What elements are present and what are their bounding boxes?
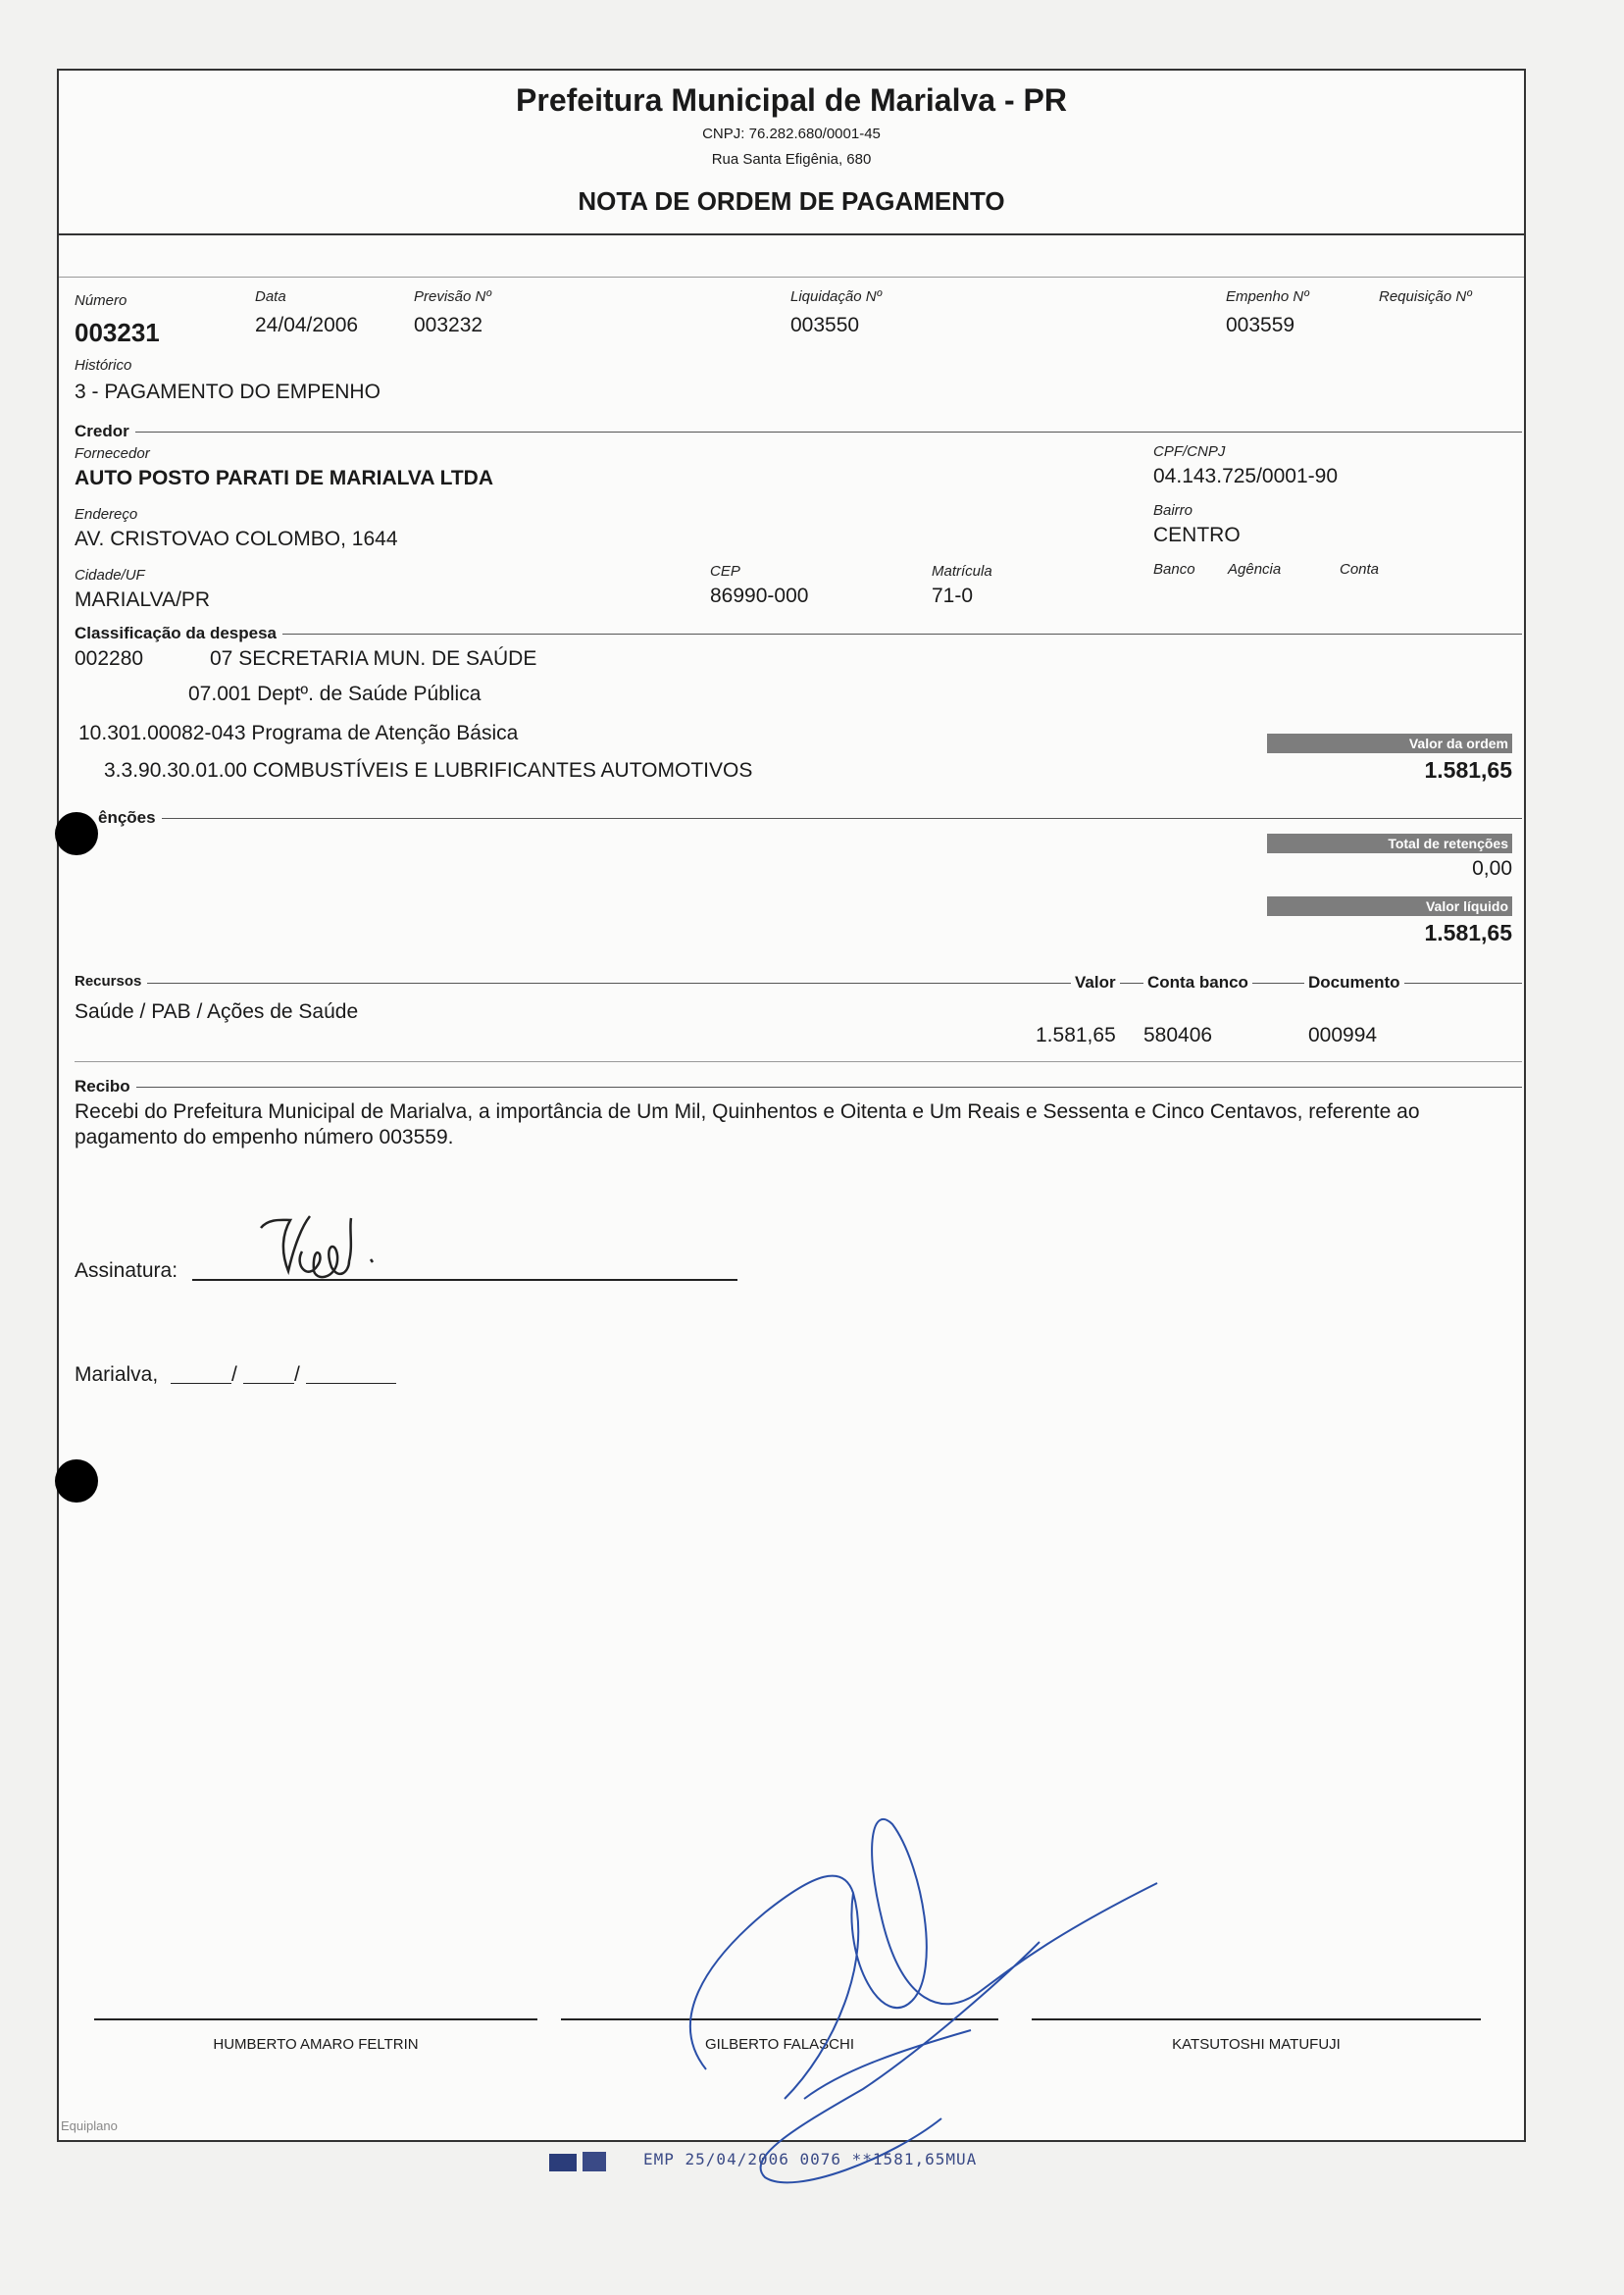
recibo-section: Recibo bbox=[75, 1077, 136, 1096]
payment-stamp: EMP 25/04/2006 0076 **1581,65MUA bbox=[643, 2150, 978, 2168]
recursos-section: Recursos bbox=[75, 973, 147, 990]
stamp-mark bbox=[549, 2154, 577, 2171]
date-day-line bbox=[171, 1383, 231, 1384]
numero-label: Número bbox=[75, 292, 127, 309]
handwritten-initials bbox=[255, 1206, 471, 1285]
previsao-value: 003232 bbox=[414, 314, 483, 336]
signature-name-3: KATSUTOSHI MATUFUJI bbox=[1172, 2036, 1341, 2053]
liquidacao-value: 003550 bbox=[790, 314, 860, 336]
recursos-documento-label: Documento bbox=[1304, 973, 1404, 993]
cep-label: CEP bbox=[710, 563, 740, 580]
cidade-value: MARIALVA/PR bbox=[75, 588, 211, 611]
recursos-conta: 580406 bbox=[1143, 1024, 1213, 1046]
endereco-value: AV. CRISTOVAO COLOMBO, 1644 bbox=[75, 528, 398, 550]
recibo-text-line2: pagamento do empenho número 003559. bbox=[75, 1126, 454, 1148]
doc-title: NOTA DE ORDEM DE PAGAMENTO bbox=[578, 186, 1005, 216]
marialva-label: Marialva, bbox=[75, 1363, 159, 1386]
punch-hole-1 bbox=[55, 812, 98, 855]
requisicao-label: Requisição Nº bbox=[1379, 288, 1472, 305]
blue-signature bbox=[647, 1805, 1196, 2207]
empenho-label: Empenho Nº bbox=[1226, 288, 1309, 305]
conta-label: Conta bbox=[1340, 561, 1380, 578]
stamp-mark-2 bbox=[583, 2152, 606, 2171]
recursos-conta-label: Conta banco bbox=[1143, 973, 1252, 993]
endereco-label: Endereço bbox=[75, 506, 138, 523]
previsao-label: Previsão Nº bbox=[414, 288, 491, 305]
recibo-divider bbox=[75, 1087, 1522, 1088]
matricula-value: 71-0 bbox=[932, 585, 974, 607]
signature-name-1: HUMBERTO AMARO FELTRIN bbox=[213, 2036, 419, 2053]
valor-ordem-label: Valor da ordem bbox=[1267, 734, 1512, 753]
date-month-line bbox=[243, 1383, 294, 1384]
historico-value: 3 - PAGAMENTO DO EMPENHO bbox=[75, 381, 381, 403]
matricula-label: Matrícula bbox=[932, 563, 992, 580]
header-title: Prefeitura Municipal de Marialva - PR bbox=[516, 82, 1067, 118]
info-divider bbox=[59, 277, 1524, 278]
agencia-label: Agência bbox=[1228, 561, 1282, 578]
fornecedor-label: Fornecedor bbox=[75, 445, 150, 462]
cpf-value: 04.143.725/0001-90 bbox=[1153, 465, 1339, 487]
classificacao-code: 002280 bbox=[75, 647, 144, 670]
assinatura-label: Assinatura: bbox=[75, 1259, 178, 1282]
signature-name-2: GILBERTO FALASCHI bbox=[705, 2036, 854, 2053]
liquidacao-label: Liquidação Nº bbox=[790, 288, 883, 305]
date-slash-2: / bbox=[294, 1363, 300, 1386]
recursos-descricao: Saúde / PAB / Ações de Saúde bbox=[75, 1000, 359, 1023]
header-cnpj: CNPJ: 76.282.680/0001-45 bbox=[702, 126, 881, 142]
footer-brand: Equiplano bbox=[61, 2118, 118, 2133]
data-value: 24/04/2006 bbox=[255, 314, 359, 336]
cpf-label: CPF/CNPJ bbox=[1153, 443, 1226, 460]
document-frame bbox=[57, 69, 1526, 2142]
banco-label: Banco bbox=[1153, 561, 1195, 578]
punch-hole-2 bbox=[55, 1459, 98, 1503]
recursos-bottom-divider bbox=[75, 1061, 1522, 1062]
retencoes-section: ênções bbox=[98, 808, 162, 828]
total-retencoes: 0,00 bbox=[1472, 857, 1512, 880]
recursos-valor: 1.581,65 bbox=[1036, 1024, 1116, 1046]
empenho-value: 003559 bbox=[1226, 314, 1295, 336]
cidade-label: Cidade/UF bbox=[75, 567, 145, 584]
fornecedor-value: AUTO POSTO PARATI DE MARIALVA LTDA bbox=[75, 467, 493, 489]
credor-section: Credor bbox=[75, 422, 135, 441]
credor-divider bbox=[75, 432, 1522, 433]
programa: 10.301.00082-043 Programa de Atenção Básica bbox=[78, 722, 519, 744]
header-divider bbox=[59, 233, 1524, 235]
departamento: 07.001 Deptº. de Saúde Pública bbox=[188, 683, 482, 705]
signature-line-1 bbox=[94, 2018, 537, 2020]
recursos-valor-label: Valor bbox=[1071, 973, 1120, 993]
valor-liquido-label: Valor líquido bbox=[1267, 896, 1512, 916]
recibo-text-line1: Recebi do Prefeitura Municipal de Marialva, a importância de Um Mil, Quinhentos e Oitenta e Um Reais e Sessenta e Cinco Centavos, referente ao bbox=[75, 1100, 1420, 1123]
header-address: Rua Santa Efigênia, 680 bbox=[711, 151, 872, 168]
date-slash-1: / bbox=[231, 1363, 237, 1386]
bairro-label: Bairro bbox=[1153, 502, 1193, 519]
total-retencoes-label: Total de retenções bbox=[1267, 834, 1512, 853]
numero-value: 003231 bbox=[75, 318, 160, 347]
bairro-value: CENTRO bbox=[1153, 524, 1241, 546]
recursos-documento: 000994 bbox=[1308, 1024, 1378, 1046]
data-label: Data bbox=[255, 288, 286, 305]
retencoes-divider bbox=[98, 818, 1522, 819]
valor-liquido: 1.581,65 bbox=[1424, 920, 1512, 945]
date-year-line bbox=[306, 1383, 396, 1384]
elemento-despesa: 3.3.90.30.01.00 COMBUSTÍVEIS E LUBRIFICANTES AUTOMOTIVOS bbox=[104, 759, 753, 782]
valor-ordem: 1.581,65 bbox=[1424, 757, 1512, 783]
cep-value: 86990-000 bbox=[710, 585, 809, 607]
classificacao-section: Classificação da despesa bbox=[75, 624, 282, 643]
secretaria: 07 SECRETARIA MUN. DE SAÚDE bbox=[210, 647, 537, 670]
classificacao-divider bbox=[75, 634, 1522, 635]
historico-label: Histórico bbox=[75, 357, 132, 374]
